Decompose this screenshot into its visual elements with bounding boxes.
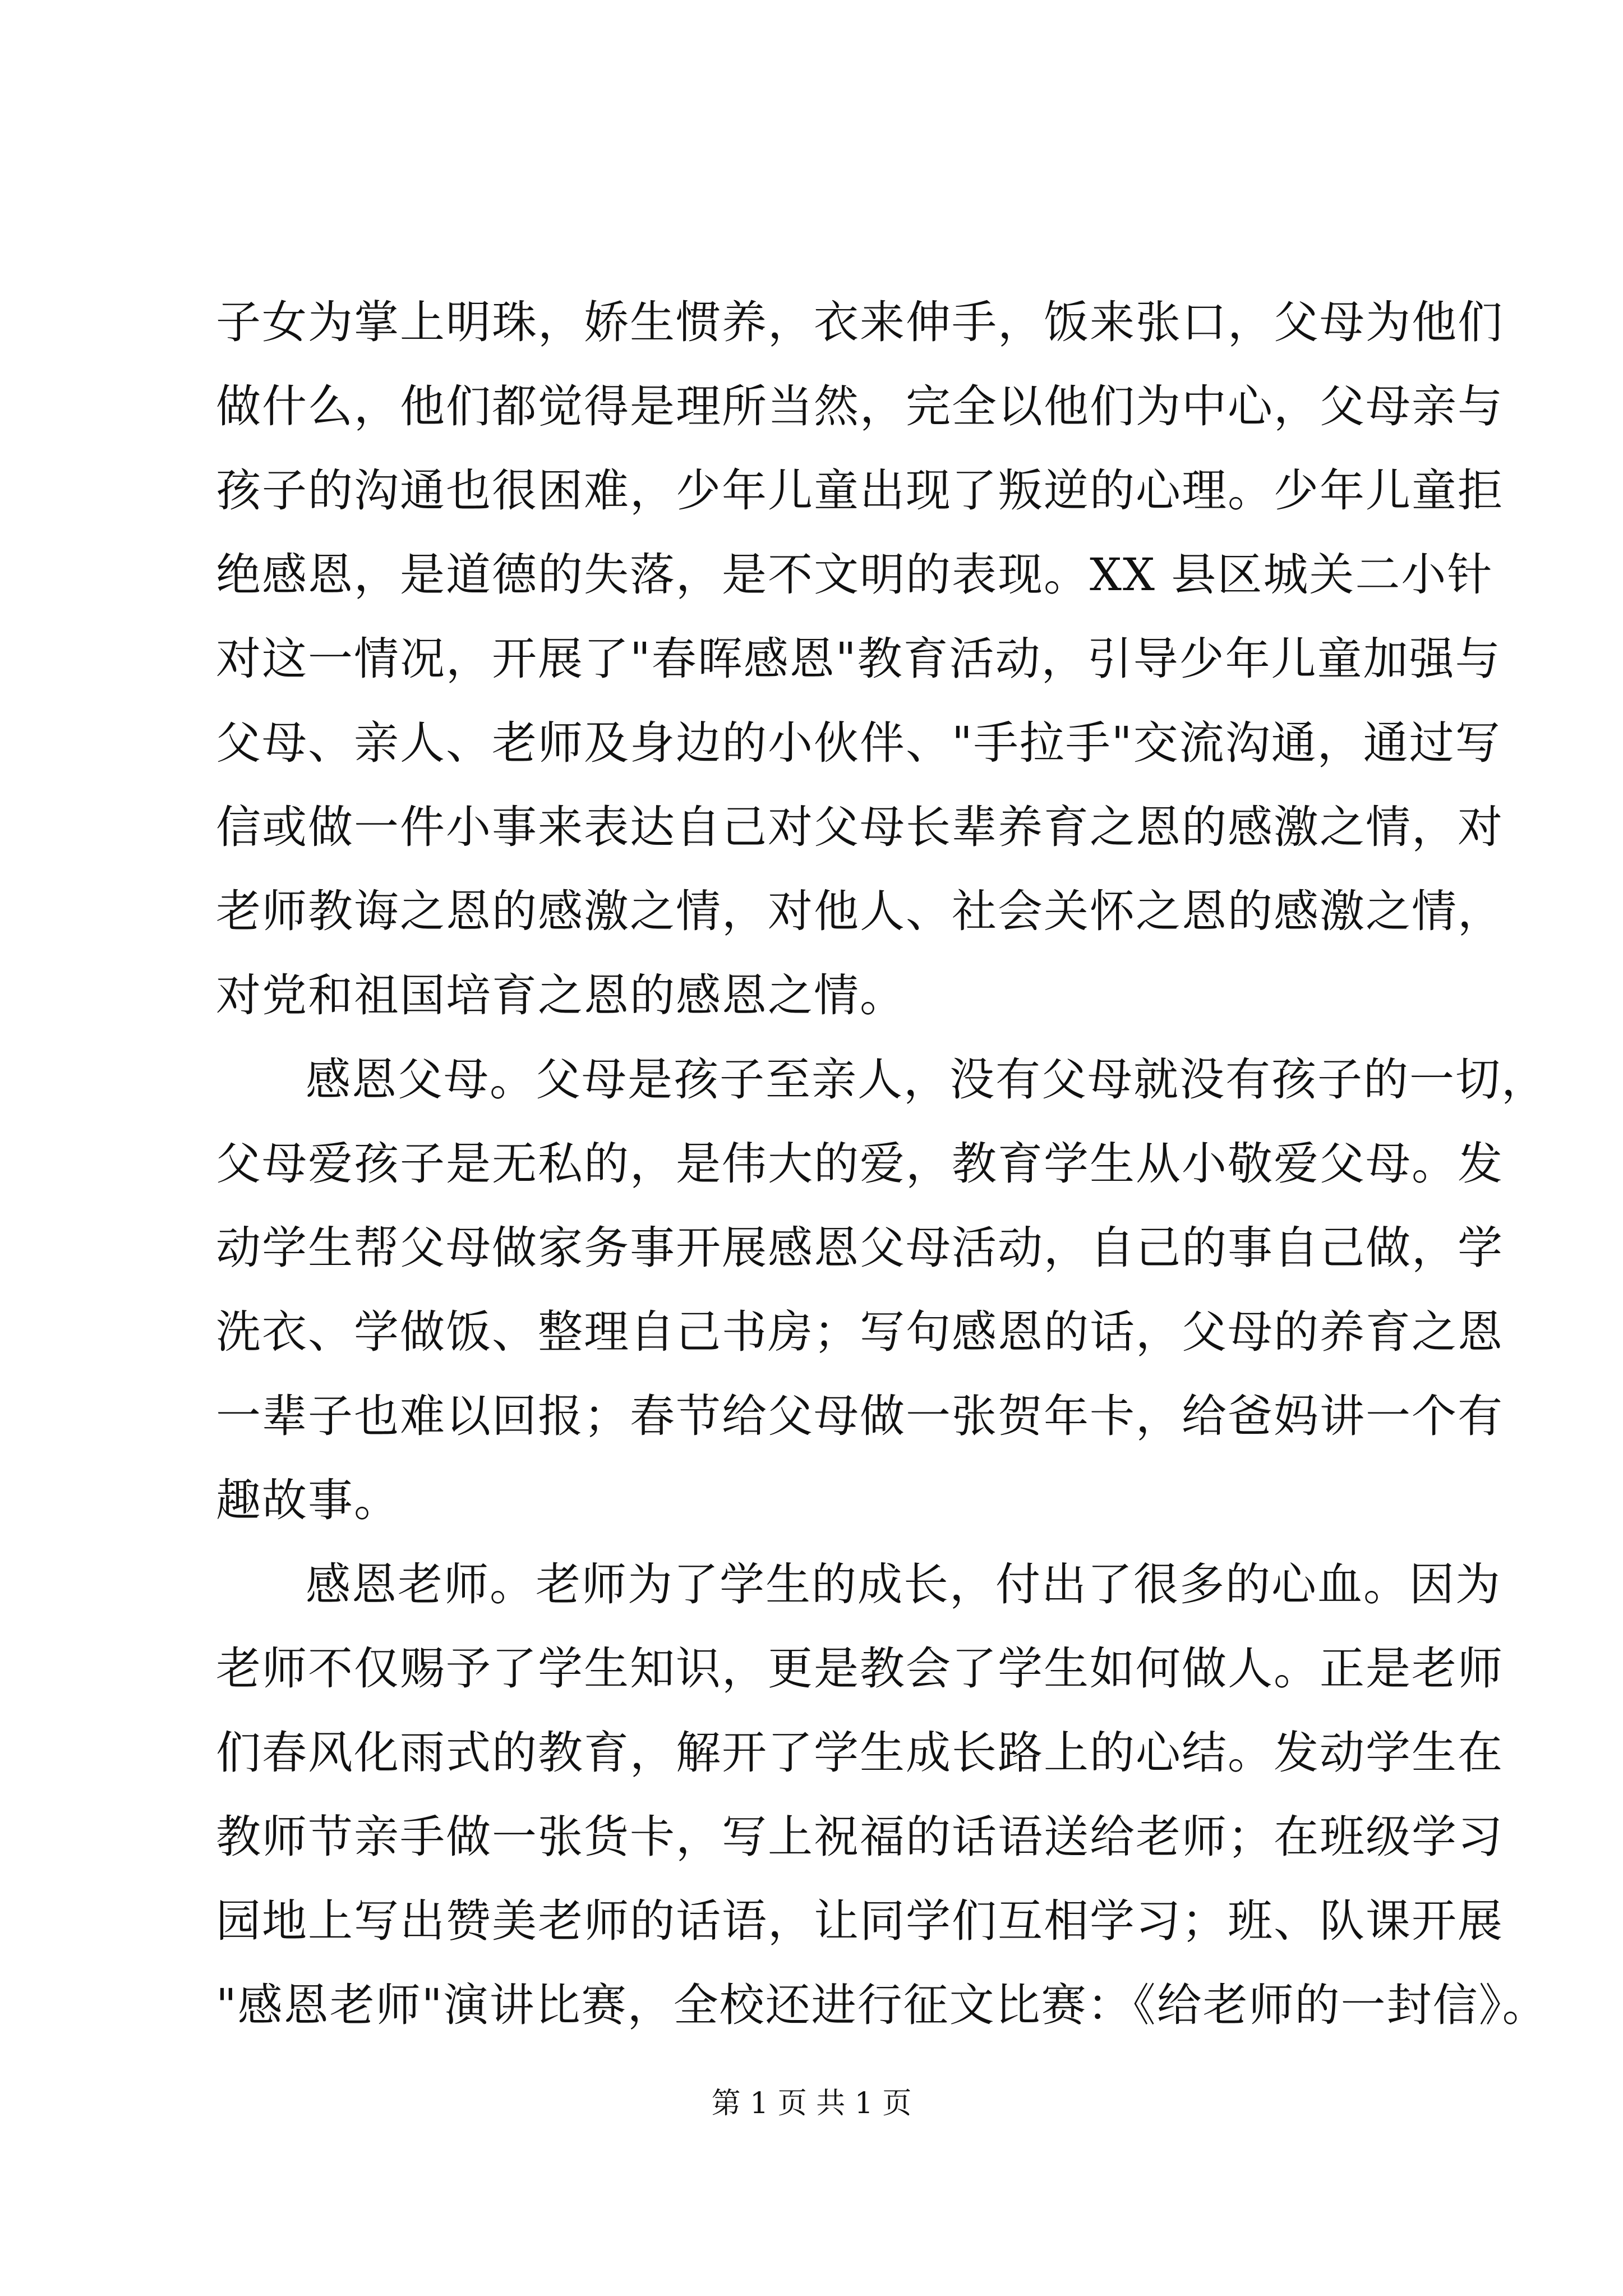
text-line: 信或做一件小事来表达自己对父母长辈养育之恩的感激之情，对 xyxy=(216,801,1504,853)
text-line: 们春风化雨式的教育，解开了学生成长路上的心结。发动学生在 xyxy=(216,1727,1504,1779)
page-number-footer: 第 1 页 共 1 页 xyxy=(711,2087,912,2120)
text-line: 趣故事。 xyxy=(216,1474,400,1526)
text-line: 父母、亲人、老师及身边的小伙伴、"手拉手"交流沟通，通过写 xyxy=(216,717,1501,769)
document-body xyxy=(216,280,1548,2047)
text-line: 园地上写出赞美老师的话语，让同学们互相学习；班、队课开展 xyxy=(216,1895,1504,1947)
text-line: 老师教诲之恩的感激之情，对他人、社会关怀之恩的感激之情， xyxy=(216,885,1504,937)
text-line: 教师节亲手做一张货卡，写上祝福的话语送给老师；在班级学习 xyxy=(216,1811,1504,1863)
text-line: 父母爱孩子是无私的，是伟大的爱，教育学生从小敬爱父母。发 xyxy=(216,1138,1504,1190)
text-line: 动学生帮父母做家务事开展感恩父母活动，自己的事自己做，学 xyxy=(216,1222,1504,1274)
text-line: 感恩老师。老师为了学生的成长，付出了很多的心血。因为 xyxy=(306,1558,1501,1611)
text-line: 感恩父母。父母是孩子至亲人，没有父母就没有孩子的一切， xyxy=(306,1053,1547,1106)
text-line: 对这一情况，开展了"春晖感恩"教育活动，引导少年儿童加强与 xyxy=(216,633,1501,685)
paragraph-teachers xyxy=(216,1543,1548,2047)
text-line: 洗衣、学做饭、整理自己书房；写句感恩的话，父母的养育之恩 xyxy=(216,1306,1504,1358)
paragraph-intro xyxy=(216,280,1504,1038)
text-line: 做什么，他们都觉得是理所当然，完全以他们为中心，父母亲与 xyxy=(216,380,1504,432)
text-line: 绝感恩，是道德的失落，是不文明的表现。XX 县区城关二小针 xyxy=(216,549,1493,601)
text-line: 子女为掌上明珠，娇生惯养，衣来伸手，饭来张口，父母为他们 xyxy=(216,296,1504,348)
text-line: 老师不仅赐予了学生知识，更是教会了学生如何做人。正是老师 xyxy=(216,1642,1504,1695)
text-line: 孩子的沟通也很困难，少年儿童出现了叛逆的心理。少年儿童拒 xyxy=(216,464,1504,517)
text-line: 对党和祖国培育之恩的感恩之情。 xyxy=(216,969,906,1022)
text-line: 一辈子也难以回报；春节给父母做一张贺年卡，给爸妈讲一个有 xyxy=(216,1390,1504,1442)
paragraph-parents xyxy=(216,1038,1547,1543)
text-line: "感恩老师"演讲比赛，全校还进行征文比赛：《给老师的一封信》。 xyxy=(216,1979,1548,2031)
